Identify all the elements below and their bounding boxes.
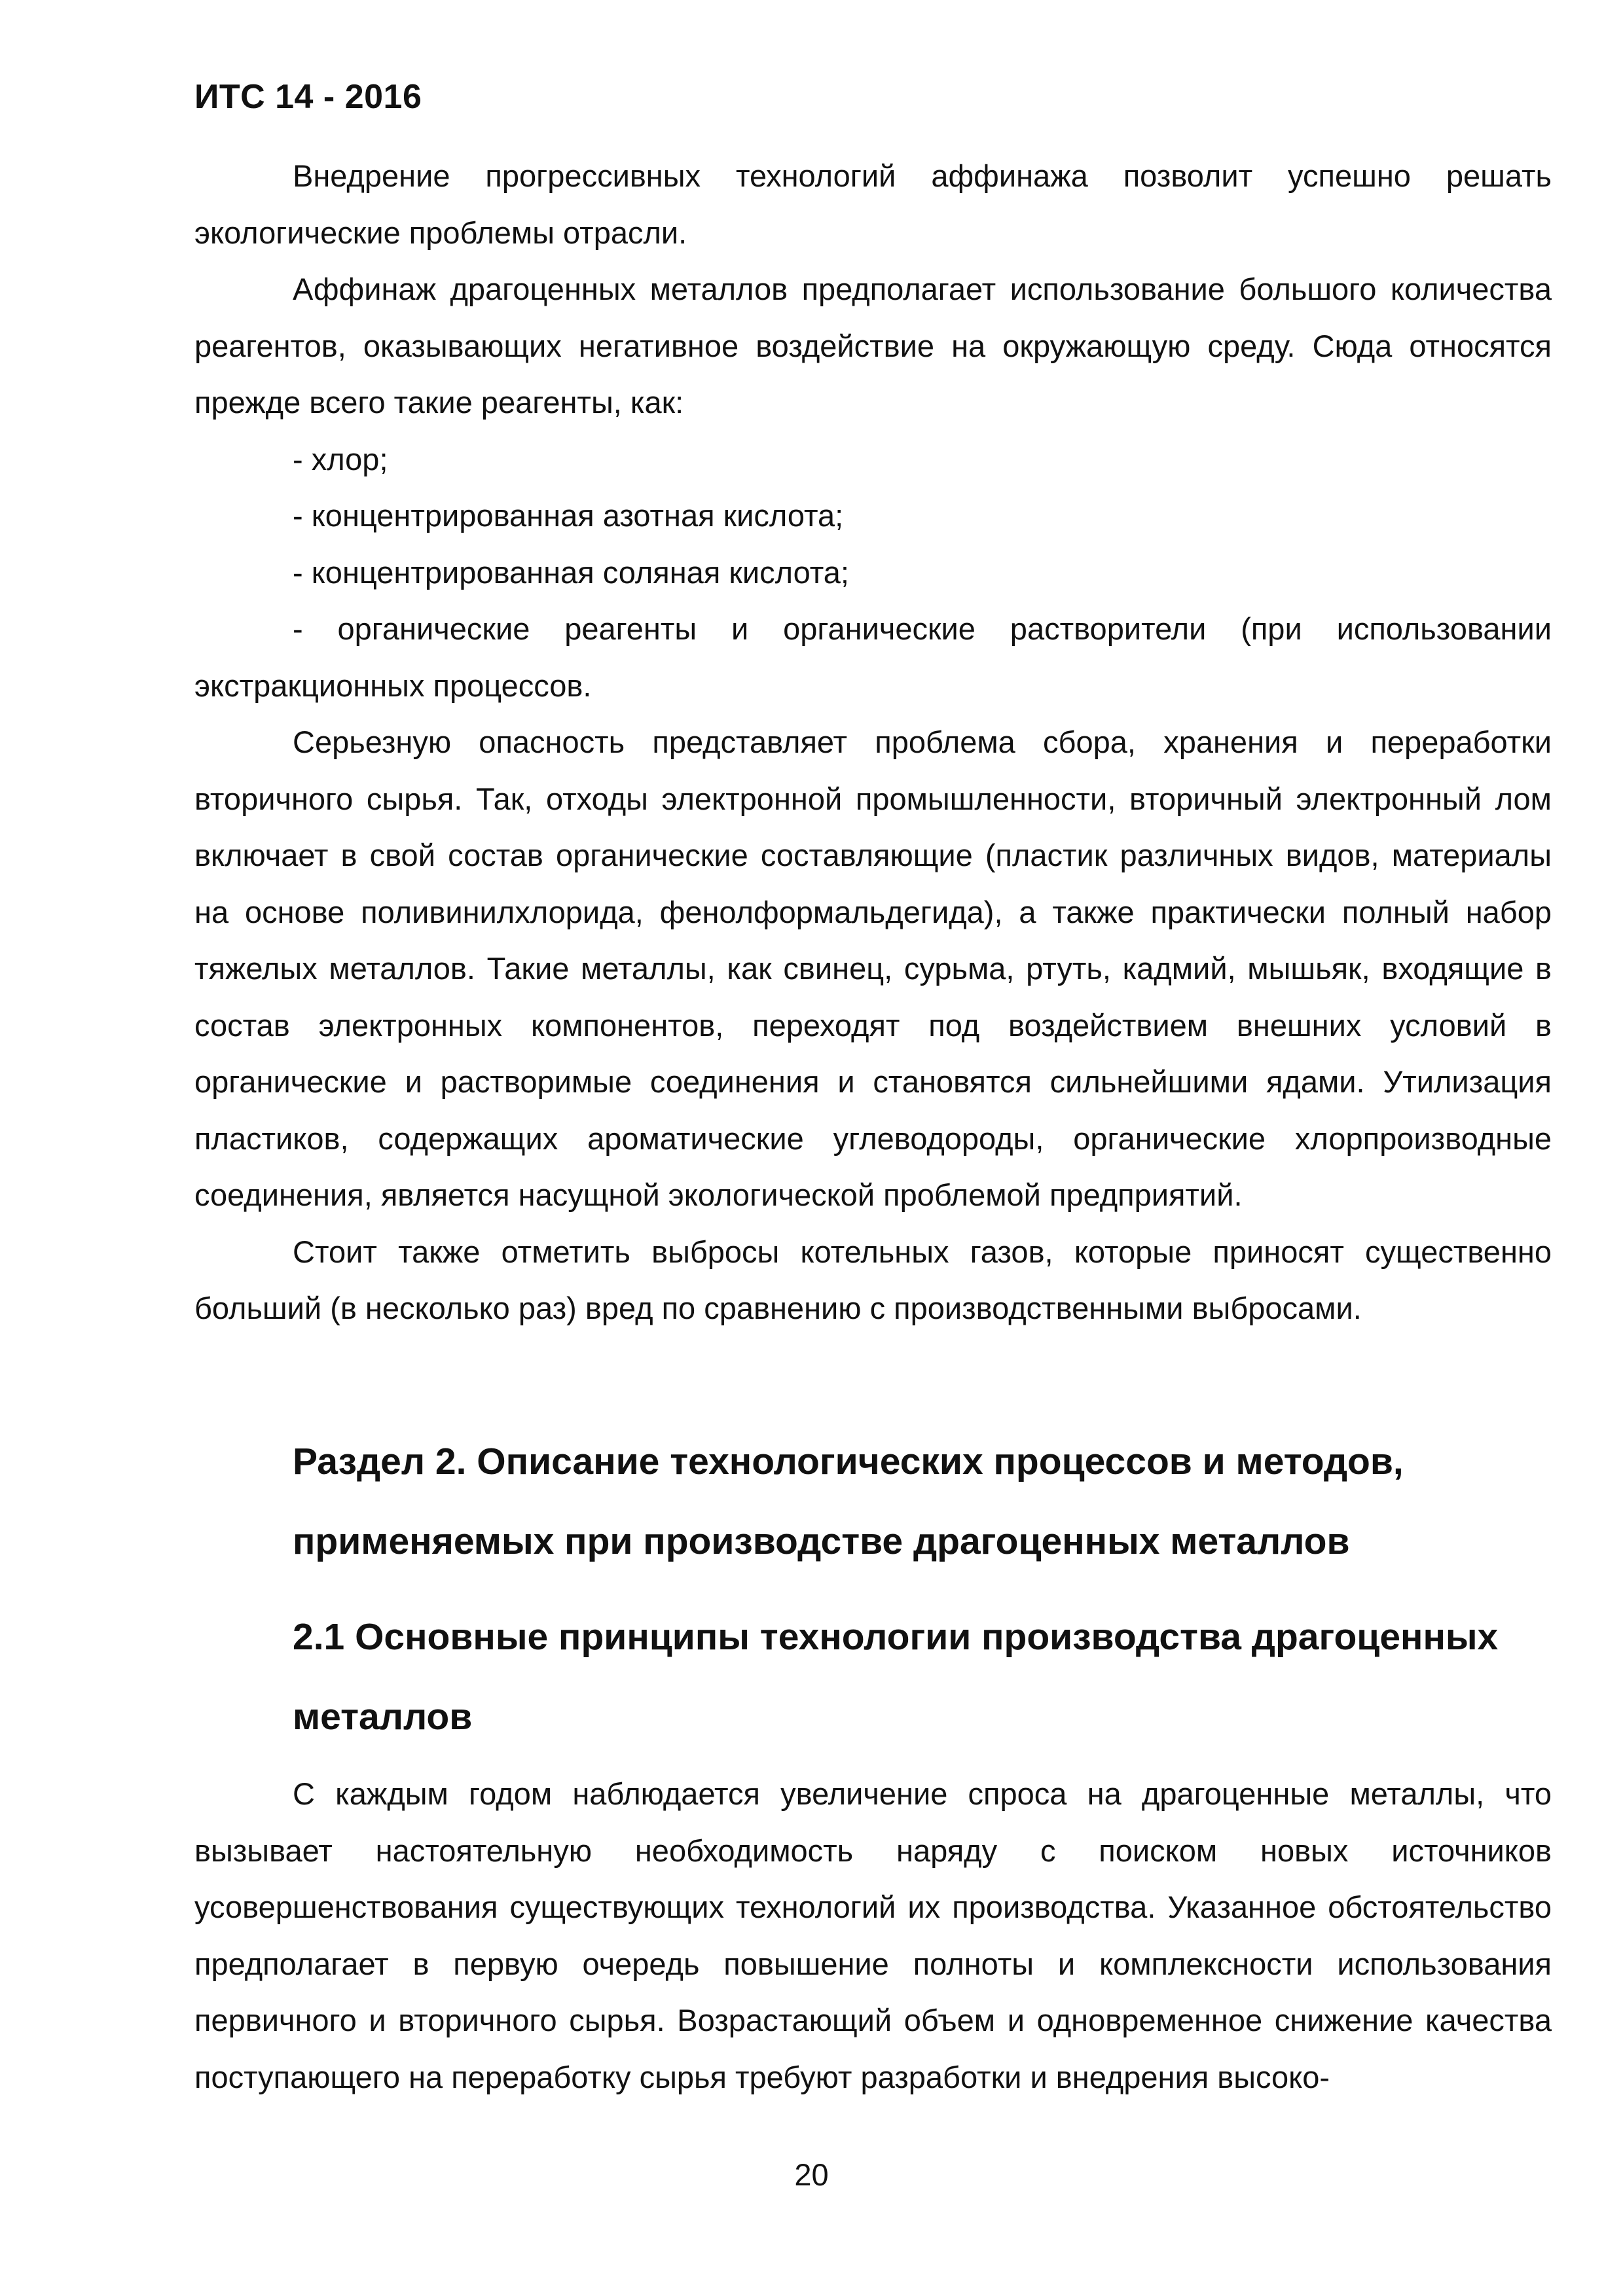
- intro-text-block: [194, 148, 1552, 1337]
- list-item: - хлор;: [293, 441, 388, 476]
- document-header: ИТС 14 - 2016: [194, 78, 422, 116]
- paragraph: Стоит также отметить выбросы котельных газов, которые приносят существенно больший (в несколько раз) вред по сравнению с производственными выбросами.: [194, 1234, 1552, 1325]
- paragraph: Внедрение прогрессивных технологий аффинажа позволит успешно решать экологические проблемы отрасли.: [194, 158, 1552, 250]
- list-item: - концентрированная азотная кислота;: [293, 498, 844, 533]
- subsection-text-block: [194, 1766, 1552, 2106]
- subsection-heading: 2.1 Основные принципы технологии производства драгоценных металлов: [293, 1616, 1499, 1738]
- paragraph: Серьезную опасность представляет проблема сбора, хранения и переработки вторичного сырья. Так, отходы электронной промышленности, вторичный электронный лом включает в свой состав органические составляющие (пластик различных видов, материалы на основе поливинилхлорида, фенолформальдегида), а также практически полный набор тяжелых металлов. Такие металлы, как свинец, сурьма, ртуть, кадмий, мышьяк, входящие в состав электронных компонентов, переходят под воздействием внешних условий в органические и растворимые соединения и становятся сильнейшими ядами. Утилизация пластиков, содержащих ароматические углеводороды, органические хлорпроизводные соединения, является насущной экологической проблемой предприятий.: [194, 725, 1552, 1212]
- page-number: 20: [794, 2157, 829, 2192]
- section-heading: Раздел 2. Описание технологических процессов и методов, применяемых при производстве драгоценных металлов: [293, 1441, 1404, 1562]
- paragraph: С каждым годом наблюдается увеличение спроса на драгоценные металлы, что вызывает настоятельную необходимость наряду с поиском новых источников усовершенствования существующих технологий их производства. Указанное обстоятельство предполагает в первую очередь повышение полноты и комплексности использования первичного и вторичного сырья. Возрастающий объем и одновременное снижение качества поступающего на переработку сырья требуют разработки и внедрения высоко-: [194, 1776, 1552, 2094]
- paragraph: Аффинаж драгоценных металлов предполагает использование большого количества реагентов, оказывающих негативное воздействие на окружающую среду. Сюда относятся прежде всего такие реагенты, как:: [194, 272, 1552, 420]
- list-item: - органические реагенты и органические растворители (при использовании экстракционных процессов.: [194, 611, 1552, 703]
- list-item: - концентрированная соляная кислота;: [293, 554, 849, 590]
